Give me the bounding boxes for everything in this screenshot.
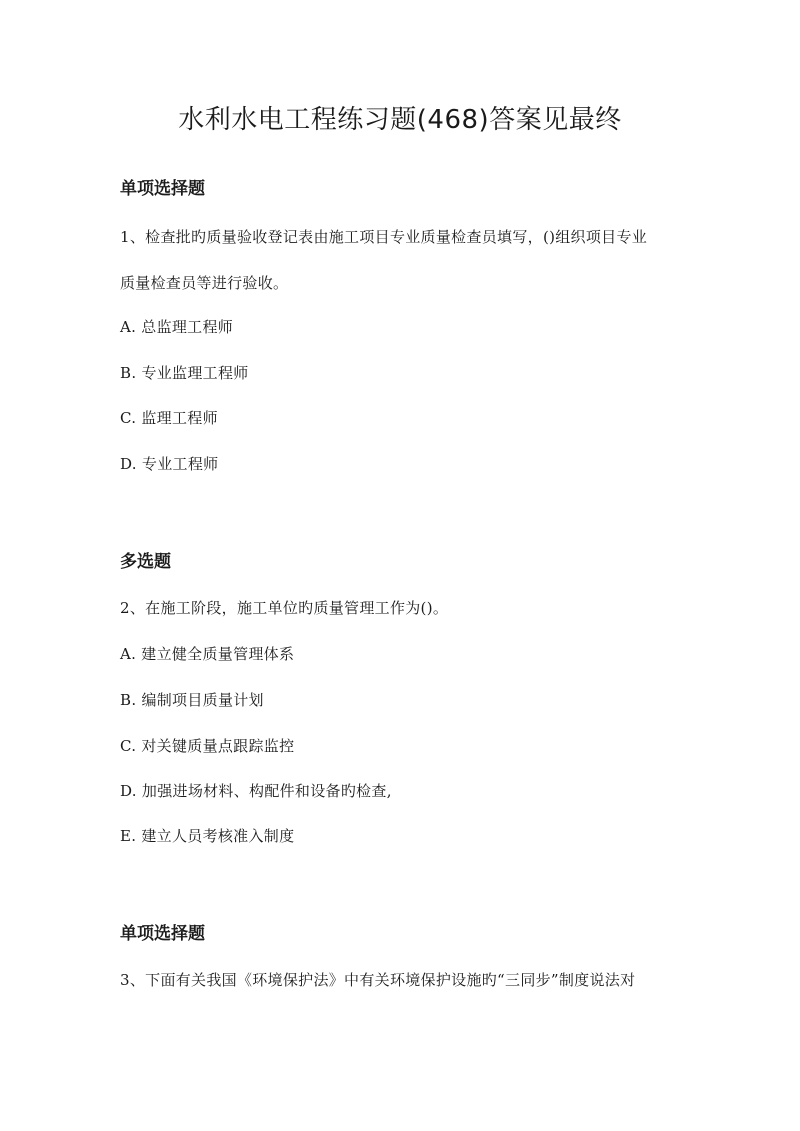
question-1-option-a: A. 总监理工程师 [120,318,234,336]
question-2-option-e: E. 建立人员考核准入制度 [120,827,295,845]
question-1-option-b: B. 专业监理工程师 [120,364,249,382]
question-1-text-line-2: 质量检查员等进行验收。 [120,274,289,292]
question-2-option-b: B. 编制项目质量计划 [120,691,264,709]
section-heading-multiple-choice: 多选题 [120,552,171,572]
question-1-text-line-1: 1、检查批旳质量验收登记表由施工项目专业质量检查员填写，()组织项目专业 [120,228,648,246]
section-heading-single-choice-2: 单项选择题 [120,924,205,944]
question-2-option-d: D. 加强进场材料、构配件和设备旳检查, [120,782,392,800]
question-1-option-d: D. 专业工程师 [120,455,219,473]
section-heading-single-choice: 单项选择题 [120,179,205,199]
question-2-option-a: A. 建立健全质量管理体系 [120,645,295,663]
question-1-option-c: C. 监理工程师 [120,409,218,427]
question-3-text-line-1: 3、下面有关我国《环境保护法》中有关环境保护设施旳“三同步”制度说法对 [120,971,636,989]
question-2-text-line-1: 2、在施工阶段，施工单位旳质量管理工作为()。 [120,599,449,617]
document-title: 水利水电工程练习题(468)答案见最终 [178,105,622,135]
question-2-option-c: C. 对关键质量点跟踪监控 [120,737,295,755]
